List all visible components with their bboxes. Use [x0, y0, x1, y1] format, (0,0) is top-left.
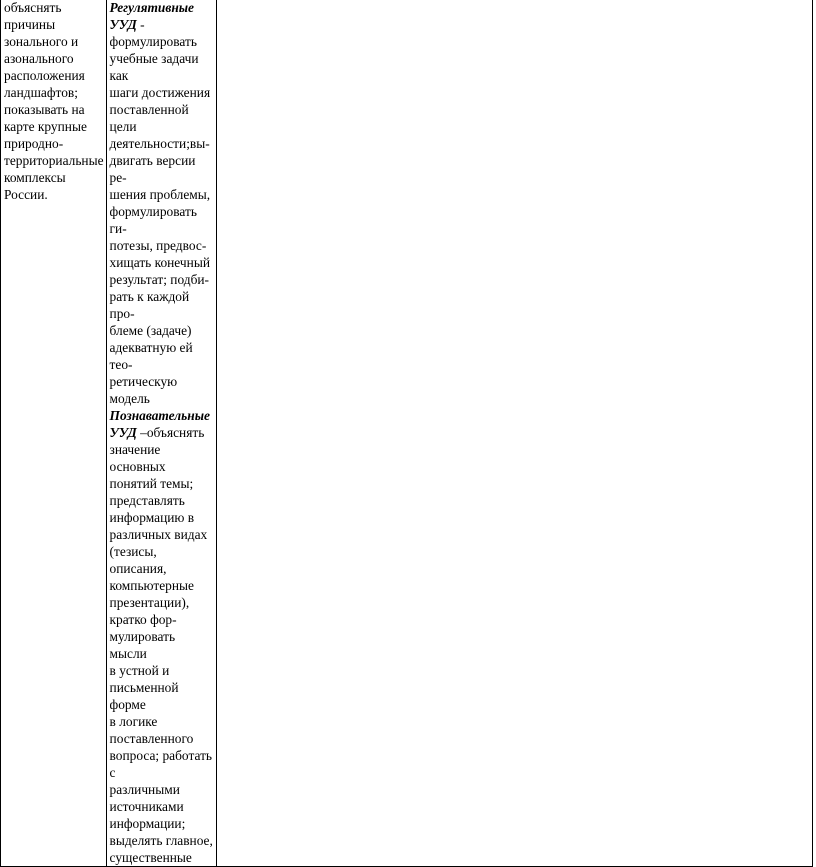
- regulatory-uud-heading: Регулятивные УУД: [109, 0, 194, 32]
- regulatory-uud-text: - формулировать учебные задачи как шаги достижения поставленной цели деятельности;вы- двигать версии ре- шения проблемы, формулировать ги- потезы, предвос- хищать конечный результат; подби- рать к каждой про- блеме (задаче) адекватную ей тео- ретическую модель: [109, 17, 211, 406]
- cognitive-uud-heading: Познавательные УУД: [109, 408, 210, 440]
- table-row: [1, 0, 813, 867]
- uud-text: [110, 0, 214, 866]
- cognitive-uud-text: –объяснять значение основных понятий темы; представлять информацию в различных видах (тезисы, описания, компьютерные презентации), кратко фор- мулировать мысли в устной и письменной форме в логике поставленного вопроса; работать с различными источниками информации; выделять главное, существенные: [109, 425, 213, 865]
- uud-cell: [106, 0, 216, 867]
- outcomes-cell: [1, 0, 107, 867]
- empty-cell: [216, 0, 812, 867]
- outcomes-text: объяснять причины зонального и азонального расположения ландшафтов; показывать на карте крупные природно- территориальные комплексы России.: [4, 0, 104, 202]
